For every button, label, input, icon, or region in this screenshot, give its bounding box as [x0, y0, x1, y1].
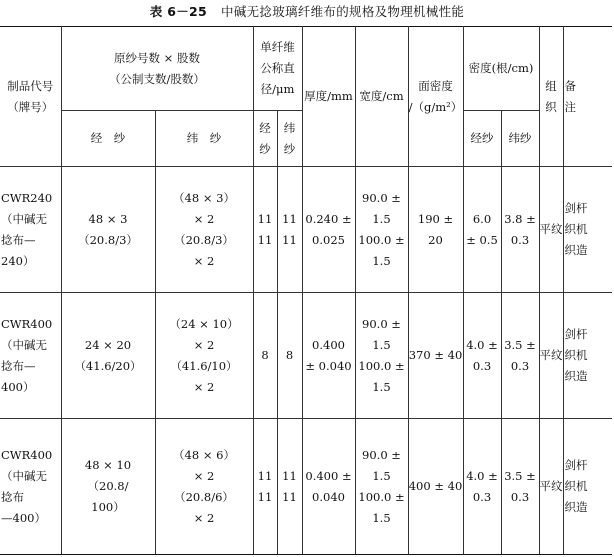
cell-weave: 平纹 — [539, 419, 563, 555]
cell-product-code: CWR400 （中碱无 捻布— 400） — [0, 293, 61, 419]
cell-width: 90.0 ± 1.5 100.0 ± 1.5 — [355, 293, 408, 419]
cell-weave: 平纹 — [539, 167, 563, 293]
cell-diam-weft: 11 11 — [277, 167, 302, 293]
cell-notes: 剑杆 织机 织造 — [563, 293, 612, 419]
cell-density-weft: 3.5 ± 0.3 — [501, 293, 539, 419]
header-density: 密度(根/cm) — [463, 27, 539, 111]
cell-density-warp: 6.0 ± 0.5 — [463, 167, 501, 293]
cell-weft-yarn: （48 × 6） × 2 （20.8/6） × 2 — [155, 419, 253, 555]
cell-warp-yarn: 24 × 20 （41.6/20） — [61, 293, 155, 419]
header-diam-weft: 纬 纱 — [277, 111, 302, 167]
cell-density-warp: 4.0 ± 0.3 — [463, 293, 501, 419]
cell-weave: 平纹 — [539, 293, 563, 419]
cell-weft-yarn: （48 × 3） × 2 （20.8/3） × 2 — [155, 167, 253, 293]
header-notes: 备 注 — [563, 27, 612, 167]
header-width: 宽度/cm — [355, 27, 408, 167]
cell-width: 90.0 ± 1.5 100.0 ± 1.5 — [355, 419, 408, 555]
cell-weft-yarn: （24 × 10） × 2 （41.6/10） × 2 — [155, 293, 253, 419]
cell-density-weft: 3.8 ± 0.3 — [501, 167, 539, 293]
table-row — [0, 167, 612, 293]
cell-areal-density: 400 ± 40 — [408, 419, 463, 555]
table-row — [0, 293, 612, 419]
table-row — [0, 419, 612, 555]
cell-density-warp: 4.0 ± 0.3 — [463, 419, 501, 555]
cell-width: 90.0 ± 1.5 100.0 ± 1.5 — [355, 167, 408, 293]
header-yarn-spec: 原纱号数 × 股数 （公制支数/股数） — [61, 27, 253, 111]
header-warp: 经 纱 — [61, 111, 155, 167]
header-areal-density: 面密度 /（g/m²） — [408, 27, 463, 167]
cell-product-code: CWR240 （中碱无 捻布— 240） — [0, 167, 61, 293]
table-caption — [0, 3, 614, 21]
header-diam-warp: 经 纱 — [253, 111, 277, 167]
table-title: 中碱无捻玻璃纤维布的规格及物理机械性能 — [221, 4, 465, 19]
header-density-weft: 纬纱 — [501, 111, 539, 167]
cell-notes: 剑杆 织机 织造 — [563, 419, 612, 555]
cell-warp-yarn: 48 × 3 （20.8/3） — [61, 167, 155, 293]
header-row-1 — [0, 27, 612, 111]
header-weft: 纬 纱 — [155, 111, 253, 167]
header-filament-diameter: 单纤维 公称直 径/μm — [253, 27, 302, 111]
cell-diam-warp: 11 11 — [253, 419, 277, 555]
spec-table — [0, 26, 612, 555]
cell-areal-density: 370 ± 40 — [408, 293, 463, 419]
header-weave: 组 织 — [539, 27, 563, 167]
cell-thickness: 0.240 ± 0.025 — [302, 167, 355, 293]
cell-warp-yarn: 48 × 10 （20.8/ 100） — [61, 419, 155, 555]
cell-notes: 剑杆 织机 织造 — [563, 167, 612, 293]
cell-thickness: 0.400 ± 0.040 — [302, 419, 355, 555]
cell-diam-weft: 8 — [277, 293, 302, 419]
cell-areal-density: 190 ± 20 — [408, 167, 463, 293]
cell-diam-weft: 11 11 — [277, 419, 302, 555]
cell-density-weft: 3.5 ± 0.3 — [501, 419, 539, 555]
header-thickness: 厚度/mm — [302, 27, 355, 167]
cell-diam-warp: 11 11 — [253, 167, 277, 293]
cell-thickness: 0.400 ± 0.040 — [302, 293, 355, 419]
header-product-code: 制品代号 （牌号） — [0, 27, 61, 167]
header-density-warp: 经纱 — [463, 111, 501, 167]
cell-diam-warp: 8 — [253, 293, 277, 419]
cell-product-code: CWR400 （中碱无 捻布 —400） — [0, 419, 61, 555]
table-number: 表 6－25 — [149, 4, 208, 19]
